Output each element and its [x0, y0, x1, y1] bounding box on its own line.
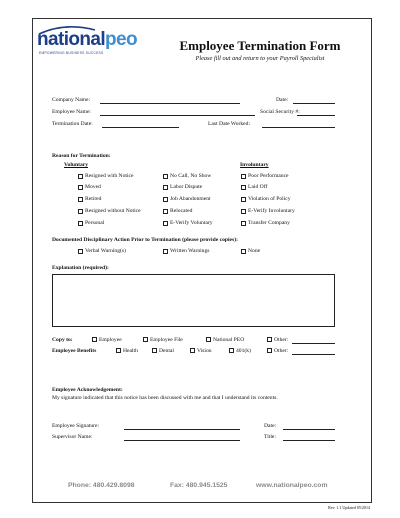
checkbox-everify-voluntary[interactable]	[163, 221, 168, 226]
company-logo	[37, 29, 138, 65]
option-label: Employee File	[150, 337, 183, 343]
option-label: Personal	[85, 220, 105, 226]
voluntary-heading: Voluntary	[64, 162, 89, 168]
checkbox-personal[interactable]	[78, 221, 83, 226]
option-label: National PEO	[213, 337, 245, 343]
option-label: Relocated	[170, 208, 193, 214]
option-label: Dental	[159, 348, 174, 354]
involuntary-heading: Involuntary	[240, 162, 269, 168]
option-label: Written Warnings	[170, 248, 210, 254]
option-label: Verbal Warning(s)	[85, 248, 126, 254]
checkbox-benefits-other[interactable]	[267, 348, 272, 353]
checkbox-poor-performance[interactable]	[241, 174, 246, 179]
checkbox-copy-employee-file[interactable]	[143, 337, 148, 342]
checkbox-written-warnings[interactable]	[163, 249, 168, 254]
benefits-other-field[interactable]	[292, 354, 335, 355]
supervisor-title-label: Title:	[264, 434, 276, 440]
option-label: E-Verify Involuntary	[248, 208, 295, 214]
checkbox-copy-other[interactable]	[267, 337, 272, 342]
checkbox-transfer-company[interactable]	[241, 221, 246, 226]
checkbox-401k[interactable]	[229, 348, 234, 353]
checkbox-health[interactable]	[116, 348, 121, 353]
option-label: Transfer Company	[248, 220, 290, 226]
revision-note: Rev. 1.1 Updated 05/2014	[328, 505, 370, 510]
acknowledgement-heading: Employee Acknowledgement:	[52, 387, 123, 393]
ssn-label: Social Security #:	[260, 109, 300, 115]
option-label: Other:	[274, 337, 289, 343]
footer-website[interactable]: www.nationalpeo.com	[256, 482, 328, 489]
option-label: None	[248, 248, 261, 254]
checkbox-relocated[interactable]	[163, 209, 168, 214]
form-frame	[32, 18, 372, 503]
company-name-label: Company Name:	[52, 97, 91, 103]
option-label: Retired	[85, 196, 102, 202]
option-label: Poor Performance	[248, 173, 289, 179]
date-field[interactable]	[293, 103, 335, 104]
checkbox-moved[interactable]	[78, 185, 83, 190]
benefits-label: Employee Benefits	[52, 348, 97, 354]
checkbox-resigned-without-notice[interactable]	[78, 209, 83, 214]
explanation-heading: Explanation (required):	[52, 265, 109, 271]
date-label: Date:	[276, 97, 289, 103]
checkbox-dental[interactable]	[152, 348, 157, 353]
employee-signature-field[interactable]	[124, 429, 240, 430]
disciplinary-heading: Documented Disciplinary Action Prior to Termination (please provide copies):	[52, 237, 238, 243]
option-label: No Call, No Show	[170, 173, 212, 179]
supervisor-name-field[interactable]	[124, 440, 240, 441]
acknowledgement-text: My signature indicated that this notice has been discussed with me and that I understand its contents.	[52, 395, 278, 401]
reason-heading: Reason for Termination:	[52, 153, 111, 159]
checkbox-none[interactable]	[241, 249, 246, 254]
last-date-worked-label: Last Date Worked:	[208, 121, 251, 127]
employee-name-field[interactable]	[100, 115, 255, 116]
checkbox-copy-employee[interactable]	[92, 337, 97, 342]
supervisor-title-field[interactable]	[283, 440, 335, 441]
checkbox-labor-dispute[interactable]	[163, 185, 168, 190]
option-label: Job Abandonment	[170, 196, 211, 202]
page-title: Employee Termination Form	[179, 38, 341, 53]
checkbox-laid-off[interactable]	[241, 185, 246, 190]
company-name-field[interactable]	[100, 103, 240, 104]
checkbox-job-abandonment[interactable]	[163, 197, 168, 202]
option-label: 401(k)	[236, 348, 251, 354]
termination-date-field[interactable]	[102, 127, 179, 128]
signature-date-field[interactable]	[283, 429, 335, 430]
footer-phone: Phone: 480.429.8098	[68, 482, 135, 489]
option-label: Resigned without Notice	[85, 208, 141, 214]
copy-other-field[interactable]	[292, 343, 335, 344]
page-subtitle: Please fill out and return to your Payroll Specialist	[195, 55, 325, 62]
option-label: Employee	[99, 337, 122, 343]
option-label: Health	[123, 348, 138, 354]
signature-date-label: Date:	[264, 423, 277, 429]
checkbox-copy-national-peo[interactable]	[206, 337, 211, 342]
checkbox-resigned-with-notice[interactable]	[78, 174, 83, 179]
ssn-field[interactable]	[297, 115, 335, 116]
checkbox-violation-of-policy[interactable]	[241, 197, 246, 202]
checkbox-verbal-warnings[interactable]	[78, 249, 83, 254]
logo-wordmark: nationalpeo	[37, 29, 138, 50]
option-label: E-Verify Voluntary	[170, 220, 213, 226]
footer-fax: Fax: 480.945.1525	[170, 482, 228, 489]
checkbox-everify-involuntary[interactable]	[241, 209, 246, 214]
option-label: Violation of Policy	[248, 196, 291, 202]
supervisor-name-label: Supervisor Name:	[52, 434, 93, 440]
checkbox-retired[interactable]	[78, 197, 83, 202]
option-label: Vision	[197, 348, 212, 354]
checkbox-no-call-no-show[interactable]	[163, 174, 168, 179]
option-label: Laid Off	[248, 184, 268, 190]
copy-to-label: Copy to:	[52, 337, 73, 343]
last-date-worked-field[interactable]	[262, 127, 335, 128]
employee-signature-label: Employee Signature:	[52, 423, 100, 429]
option-label: Moved	[85, 184, 101, 190]
logo-tagline: EMPOWERING BUSINESS SUCCESS	[39, 51, 104, 55]
termination-date-label: Termination Date:	[52, 121, 93, 127]
option-label: Other:	[274, 348, 289, 354]
option-label: Labor Dispute	[170, 184, 203, 190]
explanation-textarea[interactable]	[52, 274, 335, 327]
option-label: Resigned with Notice	[85, 173, 134, 179]
employee-name-label: Employee Name:	[52, 109, 91, 115]
checkbox-vision[interactable]	[190, 348, 195, 353]
